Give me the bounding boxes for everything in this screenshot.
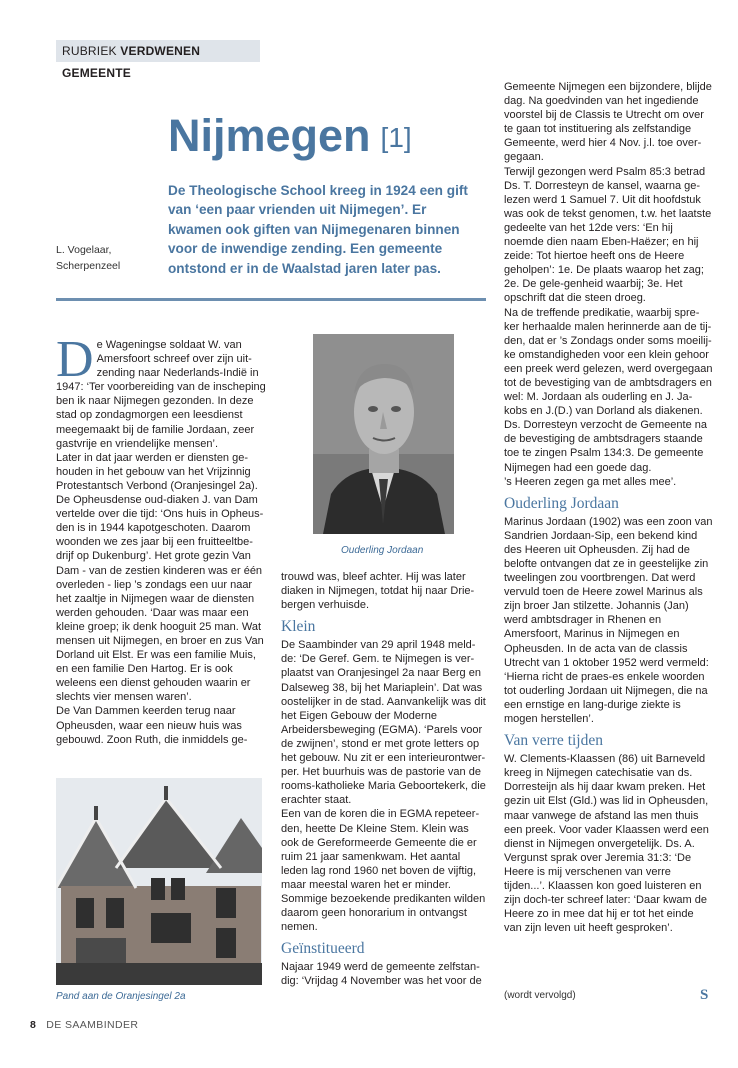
paragraph: Marinus Jordaan (1902) was een zoon van Sandrien Jordaan-Sip, een bekend kind des Heeren uit Opheusden. Zij had de belofte ontvangen dat ze in geestelijke zin tweelingen zou voortbrengen. Dat werd vervuld toen de Heere zowel Marinus als zijn broer Jan stilzette. Johannis (Jan) werd ambtsdrager in Rhenen en Amersfoort, Marinus in Nijmegen en Opheusden. In de acta van de classis Utrecht van 1 oktober 1952 werd vermeld: ‘Hierna richt de praes-es enkele woorden tot ouderling Jordaan uit Nijmegen, die na een ernstige en lang-durige ziekte is mogen herstellen’. — [504, 515, 713, 726]
section-prefix: RUBRIEK — [62, 44, 117, 58]
author-place: Scherpenzeel — [56, 259, 121, 272]
paragraph: Ds. Dorresteyn verzocht de Gemeente na de bevestiging de ambtsdragers staande toe te zingen Psalm 134:3. De gemeente Nijmegen had een goede dag. — [504, 419, 707, 474]
paragraph: De Wageningse soldaat W. van Amersfoort schreef over zijn uit-zending naar Nederlands-Indië in 1947: ‘Ter voorbereiding van de inscheping ben ik naar Nijmegen gezonden. In deze stad op zondagmorgen een leesdienst meegemaakt bij de familie Jordaan, zeer gastvrije en vriendelijke mensen’. — [56, 331, 266, 450]
continued-note: (wordt vervolgd) — [504, 990, 576, 1001]
portrait-illustration — [313, 334, 454, 534]
paragraph: W. Clements-Klaassen (86) uit Barneveld kreeg in Nijmegen catechisatie van ds. Dorresteijn als hij daar kwam preken. Het gezin uit Elst (Gld.) was lid in Opheusden, maar vanwege de afstand las men thuis een preek. Voor vader Klaassen werd een dienst in Nijmegen onvergetelijk. Ds. A. Vergunst sprak over Jeremia 31:3: ‘De Heere is mij verschenen van verre tijden...’. Klaassen kon goed luisteren en zijn doch-ter schreef later: ‘Daar kwam de Heere zo in mee dat hij er tot het einde van zijn leven uit heeft gesproken’. — [504, 753, 709, 935]
section-name: VERDWENEN GEMEENTE — [62, 44, 201, 80]
photo-caption: Ouderling Jordaan — [341, 545, 424, 556]
paragraph: Terwijl gezongen werd Psalm 85:3 betrad Ds. T. Dorresteyn de kansel, waarna ge-lezen werd 1 Samuel 7. Uit dit hoofdstuk was ook de tekst genomen, t.w. het laatste gedeelte van het 12de vers: ‘En hij noemde dien naam Eben-Haëzer; en hij zeide: Tot hiertoe heeft ons de Heere geholpen’: 1e. De plaats waarop het zag; 2e. De gele-genheid waarbij; 3e. Het opschrift dat die steen droeg. — [504, 165, 712, 305]
article-title — [168, 110, 412, 168]
page-footer — [30, 1019, 138, 1031]
paragraph: trouwd was, bleef achter. Hij was later diaken in Nijmegen, totdat hij naar Drie-bergen verhuisde. — [281, 571, 475, 612]
column-3 — [504, 80, 714, 935]
paragraph: Gemeente Nijmegen een bijzondere, blijde dag. Na goedvinden van het ingediende voorstel bij de Classis te Utrecht om over te gaan tot instituering als zelfstandige Gemeente, werd hier 4 Nov. j.l. toe over-gegaan. — [504, 81, 712, 164]
subheading-geinstitueerd: Geïnstitueerd — [281, 940, 365, 958]
paragraph: De Saambinder van 29 april 1948 meld-de: ‘De Geref. Gem. te Nijmegen is ver-plaatst van Oranjesingel 2a naar Berg en Dalseweg 38, bij het Mariaplein’. Dat was oostelijker in de stad. Aanvankelijk was dit het Eigen Gebouw der Moderne Arbeidersbeweging (EGMA). ‘Parels voor de zwijnen’, stond er met grote letters op het gebouw. Nu zit er een interieurontwer-per. Het buurhuis was de pastorie van de rooms-katholieke Maria Geboortekerk, die erachter staat. — [281, 639, 486, 807]
paragraph: Later in dat jaar werden er diensten ge-houden in het gebouw van het Vrijzinnig Protestantsch Verbond (Oranjesingel 2a). — [56, 451, 258, 492]
paragraph: ’s Heeren zegen ga met alles mee’. — [504, 475, 677, 488]
article-intro: De Theologische School kreeg in 1924 een gift van ‘een paar vrienden uit Nijmegen’. Er kwamen ook giften van Nijmegenaren binnen voor de inwendige zending. Een gemeente ontstond er in de Waalstad jaren later pas. — [168, 183, 468, 276]
divider-rule — [56, 298, 486, 301]
page-number: 8 — [30, 1019, 37, 1031]
author-name: L. Vogelaar, — [56, 244, 112, 256]
drop-cap: D — [56, 331, 94, 388]
paragraph: Een van de koren die in EGMA repeteer-den, heette De Kleine Stem. Klein was ook de Gereformeerde Gemeente die er ruim 21 jaar samenkwam. Het aantal leden lag rond 1960 net boven de vijftig, maar meestal waren het er minder. Sommige bezoekende predikanten wilden daarom geen honorarium in ontvangst nemen. — [281, 808, 486, 934]
magazine-name: DE SAAMBINDER — [46, 1019, 139, 1031]
building-illustration — [56, 778, 262, 985]
title-number: [1] — [380, 122, 412, 153]
portrait-photo — [313, 334, 454, 534]
paragraph: Najaar 1949 werd de gemeente zelfstan-dig: ‘Vrijdag 4 November was het voor de — [281, 961, 482, 988]
building-caption: Pand aan de Oranjesingel 2a — [56, 991, 186, 1002]
paragraph: Na de treffende predikatie, waarbij spre-ker herhaalde malen herinnerde aan de tij-den, dat er ’s Zondags onder soms moeilij-ke omstandigheden voor een klein gehoor een preek werd gelezen, werd overgegaan tot de bevestiging van de ambtsdragers en wel: M. Jordaan als ouderling en J. Ja-kobs en J.(D.) van Dorland als diakenen. — [504, 306, 713, 418]
subheading-van-verre-tijden: Van verre tijden — [504, 732, 603, 750]
building-photo — [56, 778, 262, 985]
end-mark-icon: S — [700, 987, 709, 1003]
paragraph: De Van Dammen keerden terug naar Opheusden, waar een nieuw huis was gebouwd. Zoon Ruth, die inmiddels ge- — [56, 705, 248, 746]
section-label — [56, 40, 260, 80]
author-byline — [56, 243, 120, 274]
column-1 — [56, 331, 266, 747]
paragraph: De Opheusdense oud-diaken J. van Dam vertelde over die tijd: ‘Ons huis in Opheus-den is in 1944 kapotgeschoten. Daarom woonden we zes jaar bij een fruitteeltbe-drijf op Dukenburg’. Het grote gezin Van Dam - van de zestien kinderen was er één overleden - liep ’s zondags een uur naar het zaaltje in Nijmegen waar de diensten werden gehouden. ‘Daar was maar een kleine groep; ik denk hooguit 25 man. Wat mensen uit Nijmegen, en broer en zus Van Dorland uit Elst. Er was een familie Muis, en een familie Den Hartog. Er is ook weleens een dienst gehouden waarin er slechts vier mensen waren’. — [56, 494, 264, 704]
title-text: Nijmegen — [168, 110, 371, 161]
column-2 — [281, 570, 486, 988]
subheading-ouderling-jordaan: Ouderling Jordaan — [504, 494, 619, 512]
subheading-klein: Klein — [281, 618, 316, 636]
